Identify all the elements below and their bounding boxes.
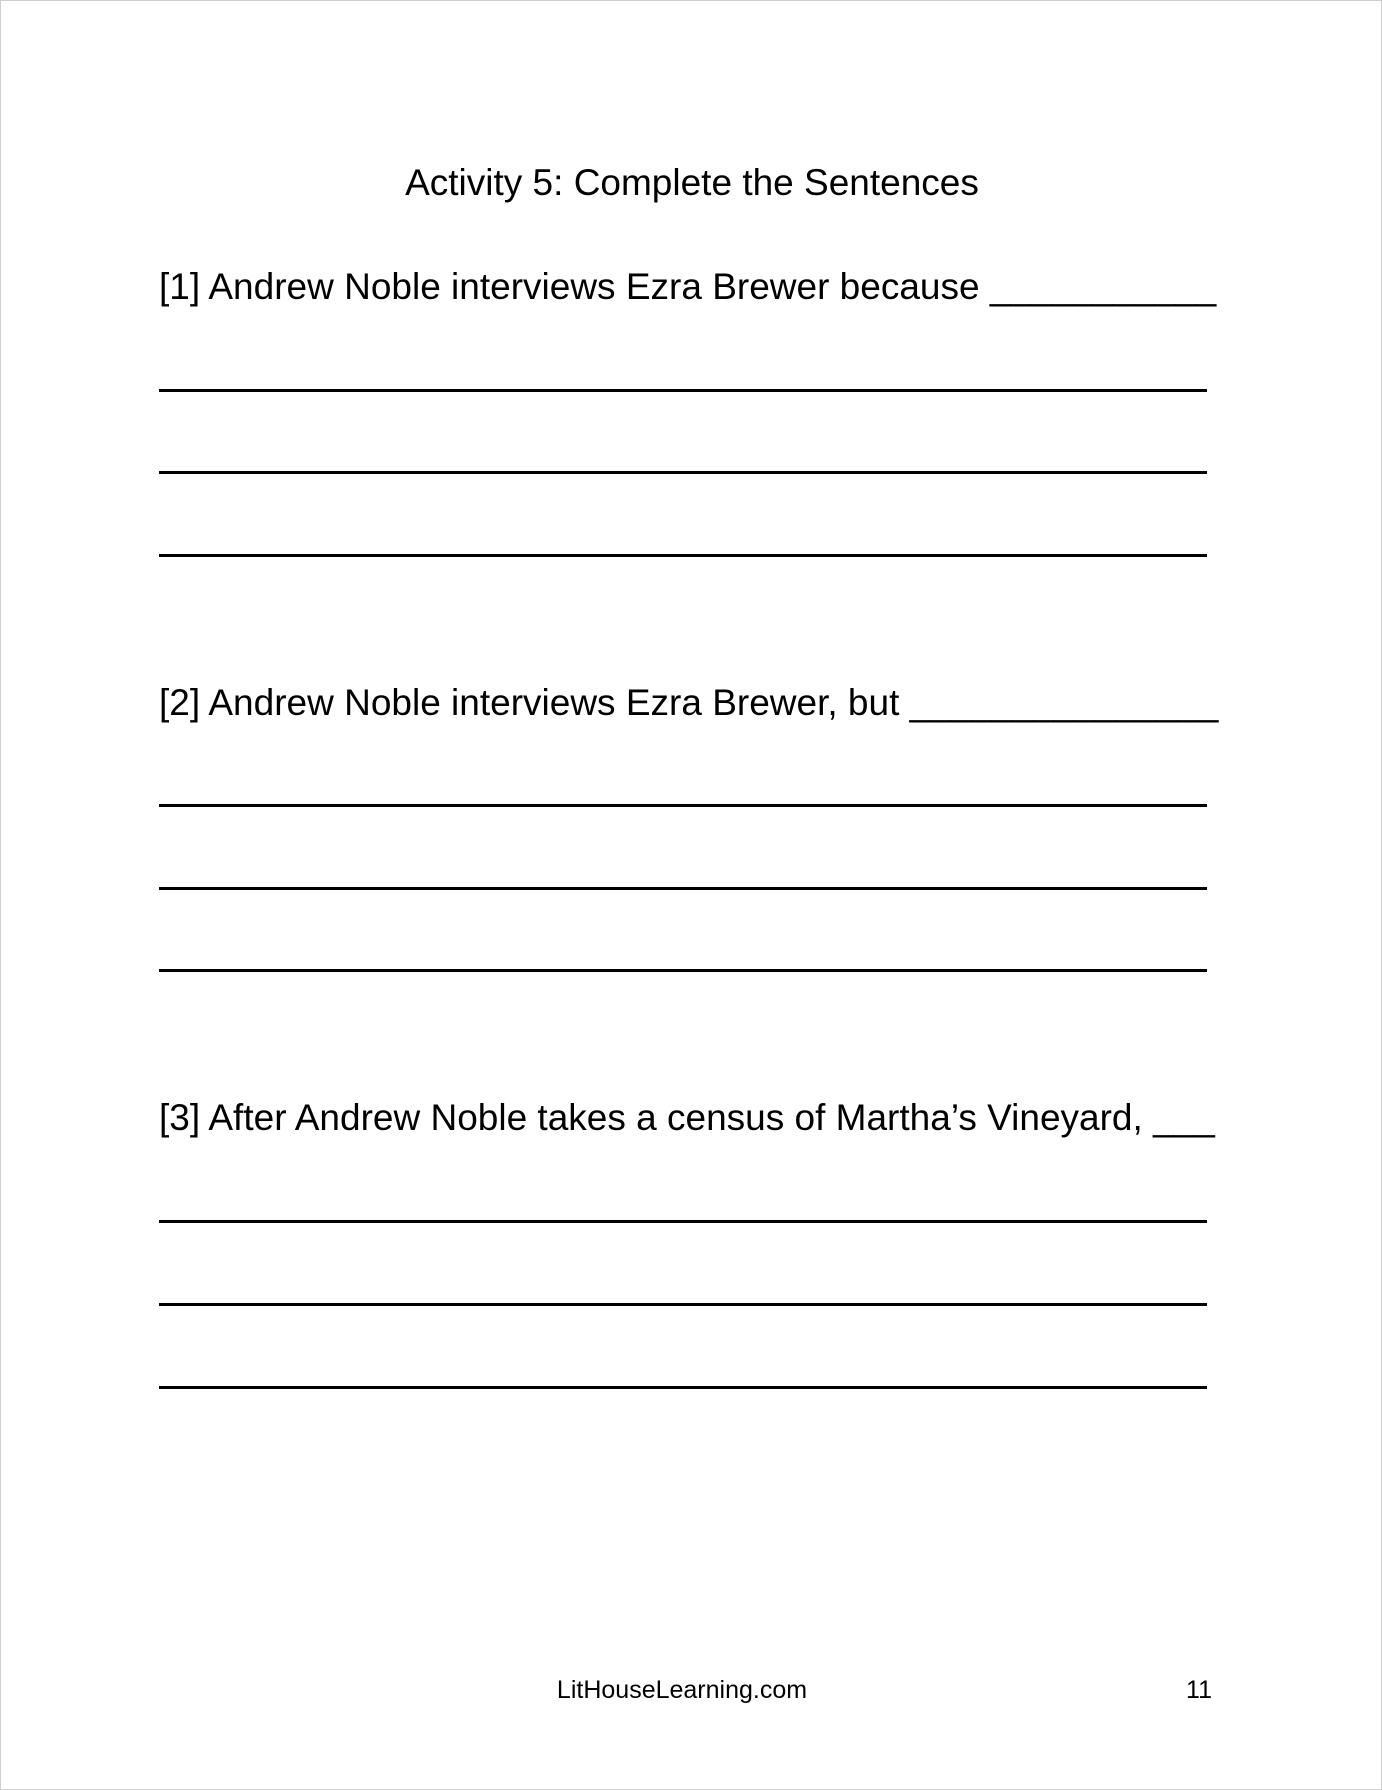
answer-line xyxy=(159,1386,1207,1389)
answer-line xyxy=(159,1303,1207,1306)
question-3-prompt: [3] After Andrew Noble takes a census of Martha’s Vineyard, ___ xyxy=(159,1097,1215,1138)
page-number: 11 xyxy=(1186,1676,1212,1704)
answer-line xyxy=(159,389,1207,392)
footer-website: LitHouseLearning.com xyxy=(556,1676,808,1704)
page-title: Activity 5: Complete the Sentences xyxy=(405,162,979,203)
question-2-prompt: [2] Andrew Noble interviews Ezra Brewer, but _______________ xyxy=(159,682,1219,723)
answer-line xyxy=(159,969,1207,972)
answer-line xyxy=(159,1220,1207,1223)
question-1-prompt: [1] Andrew Noble interviews Ezra Brewer because ___________ xyxy=(159,266,1217,307)
answer-line xyxy=(159,887,1207,890)
answer-line xyxy=(159,804,1207,807)
answer-line xyxy=(159,554,1207,557)
answer-line xyxy=(159,471,1207,474)
